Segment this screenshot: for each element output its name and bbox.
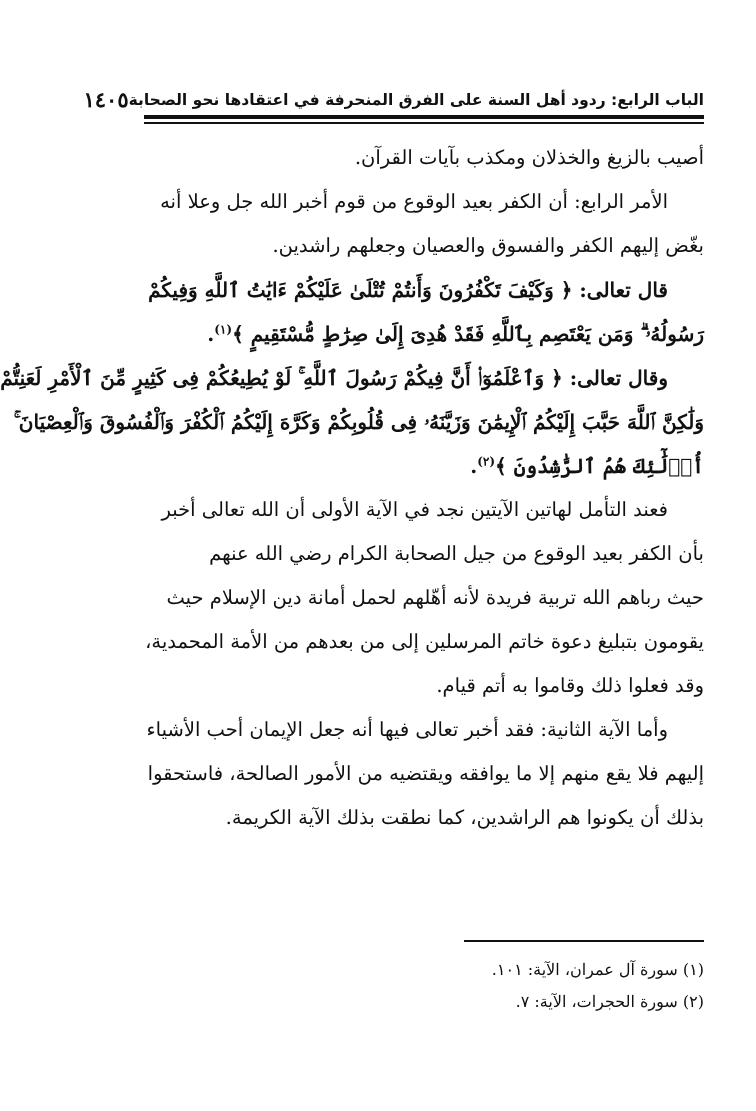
period: . [207, 322, 215, 346]
page-header [83, 82, 704, 112]
header-rule-thick [144, 115, 704, 119]
text-line: أصيب بالزيغ والخذلان ومكذب بآيات القرآن. [354, 146, 704, 169]
quran-verse-line: وَلَٰكِنَّ ٱللَّهَ حَبَّبَ إِلَيْكُمُ ٱلْإِيمَٰنَ وَزَيَّنَهُۥ فِى قُلُوبِكُمْ وَكَرَّهَ إِلَيْكُمُ ٱلْكُفْرَ وَٱلْفُسُوقَ وَٱلْعِصْيَانَ ۚ [13, 410, 704, 434]
text-line: فعند التأمل لهاتين الآيتين نجد في الآية الأولى أن الله تعالى أخبر [161, 498, 668, 521]
footnote-marker: (١) [214, 322, 233, 337]
text-line: إليهم فلا يقع منهم إلا ما يوافقه ويقتضيه من الأمور الصالحة، فاستحقوا [147, 762, 704, 785]
text-line: الأمر الرابع: أن الكفر بعيد الوقوع من قوم أخبر الله جل وعلا أنه [160, 190, 668, 213]
page-number: ١٤٠٥ [83, 87, 129, 112]
period: . [470, 454, 478, 478]
footnote: (٢) سورة الحجرات، الآية: ٧. [515, 992, 704, 1011]
footnote-marker: (٢) [477, 454, 496, 469]
footnotes [358, 954, 704, 1018]
main-text [0, 136, 704, 840]
text-line: حيث رباهم الله تربية فريدة لأنه أهّلهم لحمل أمانة دين الإسلام حيث [166, 586, 704, 609]
quran-verse-line: وقال تعالى: ﴿ وَٱعْلَمُوٓا۟ أَنَّ فِيكُمْ رَسُولَ ٱللَّهِ ۚ لَوْ يُطِيعُكُمْ فِى كَثِيرٍ مِّنَ ٱلْأَمْرِ لَعَنِتُّمْ [0, 366, 668, 390]
footnote-separator [464, 940, 704, 942]
text-line: بأن الكفر بعيد الوقوع من جيل الصحابة الكرام رضي الله عنهم [209, 542, 704, 565]
verse-text: أُو۟لَٰٓئِكَ هُمُ ٱلرَّٰشِدُونَ ﴾ [495, 454, 704, 478]
verse-text: رَسُولُهُۥ ۗ وَمَن يَعْتَصِم بِٱللَّهِ فَقَدْ هُدِىَ إِلَىٰ صِرَٰطٍ مُّسْتَقِيمٍ ﴾ [232, 322, 704, 346]
quran-verse-line [136, 312, 704, 356]
running-title: الباب الرابع: ردود أهل السنة على الفرق المنحرفة في اعتقادها نحو الصحابة [128, 91, 704, 109]
quran-verse-line [136, 444, 704, 488]
text-line: يقومون بتبليغ دعوة خاتم المرسلين إلى من بعدهم من الأمة المحمدية، [145, 630, 704, 653]
text-line: وقد فعلوا ذلك وقاموا به أتم قيام. [436, 674, 704, 697]
quran-verse-line: قال تعالى: ﴿ وَكَيْفَ تَكْفُرُونَ وَأَنتُمْ تُتْلَىٰ عَلَيْكُمْ ءَايَٰتُ ٱللَّهِ وَفِيكُمْ [148, 278, 668, 302]
text-line: بغّض إليهم الكفر والفسوق والعصيان وجعلهم راشدين. [272, 234, 704, 257]
text-line: بذلك أن يكونوا هم الراشدين، كما نطقت بذلك الآية الكريمة. [225, 806, 704, 829]
text-line: وأما الآية الثانية: فقد أخبر تعالى فيها أنه جعل الإيمان أحب الأشياء [146, 718, 668, 741]
footnote: (١) سورة آل عمران، الآية: ١٠١. [491, 960, 704, 979]
header-rule-thin [144, 122, 704, 124]
